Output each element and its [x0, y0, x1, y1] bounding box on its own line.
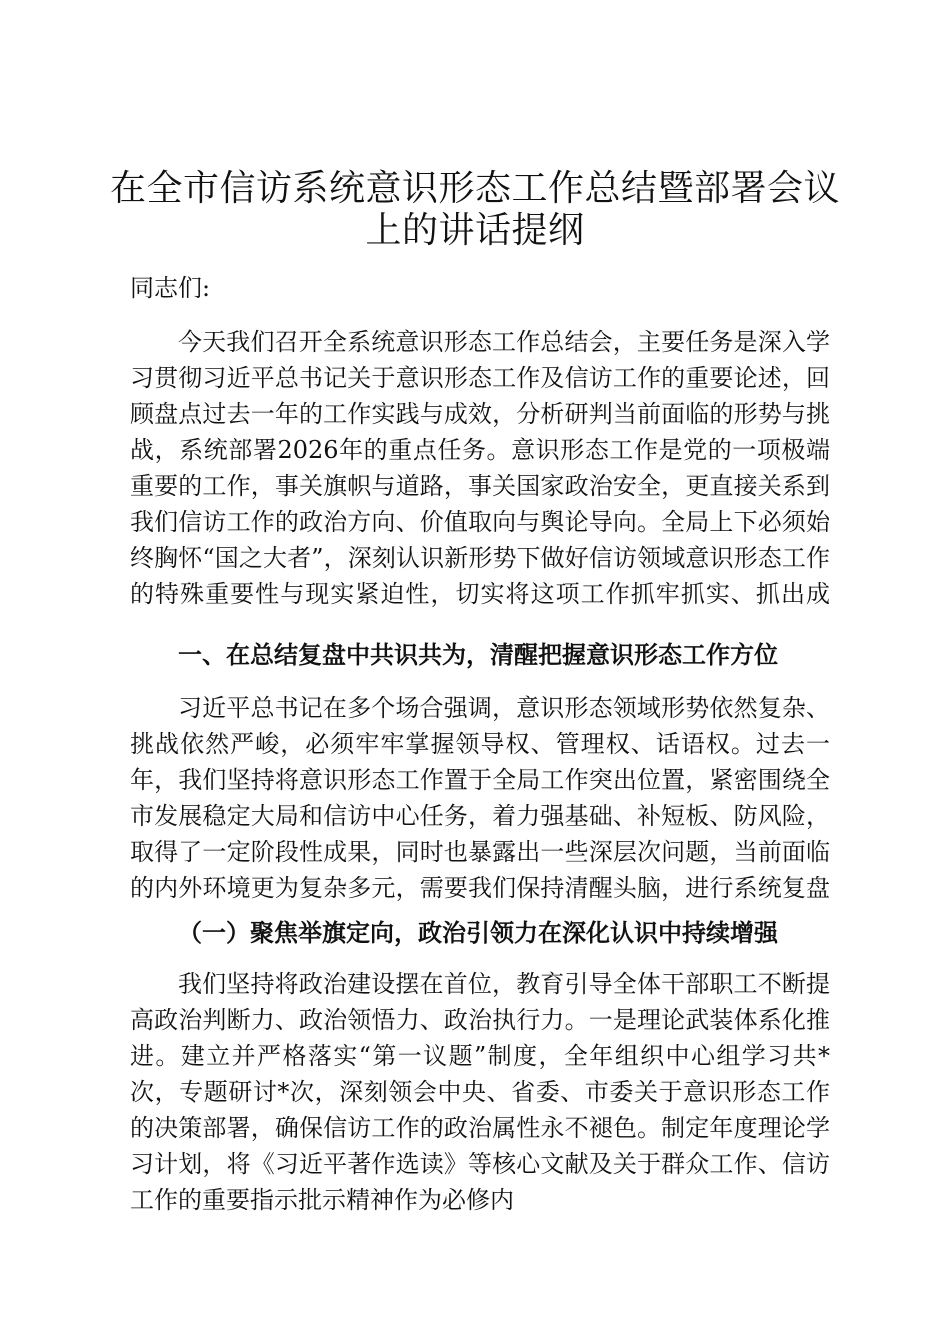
intro-paragraph: 今天我们召开全系统意识形态工作总结会，主要任务是深入学习贯彻习近平总书记关于意识形态工作及信访工作的重要论述，回顾盘点过去一年的工作实践与成效，分析研判当前面临的形势与挑战，系统部署2026年的重点任务。意识形态工作是党的一项极端重要的工作，事关旗帜与道路，事关国家政治安全，更直接关系到我们信访工作的政治方向、价值取向与舆论导向。全局上下必须始终胸怀“国之大者”，深刻认识新形势下做好信访领域意识形态工作的特殊重要性与现实紧迫性，切实将这项工作抓牢抓实、抓出成: [130, 328, 830, 608]
body-paragraph: 习近平总书记在多个场合强调，意识形态领域形势依然复杂、挑战依然严峻，必须牢牢掌握领导权、管理权、话语权。过去一年，我们坚持将意识形态工作置于全局工作突出位置，紧密围绕全市发展稳定大局和信访中心任务，着力强基础、补短板、防风险，取得了一定阶段性成果，同时也暴露出一些深层次问题，当前面临的内外环境更为复杂多元，需要我们保持清醒头脑，进行系统复盘: [130, 694, 830, 902]
salutation: 同志们:: [130, 274, 211, 302]
section-heading: 一、在总结复盘中共识共为，清醒把握意识形态工作方位: [178, 641, 778, 669]
document-title: 在全市信访系统意识形态工作总结暨部署会议上的讲话提纲: [110, 168, 841, 251]
body-paragraph: 我们坚持将政治建设摆在首位，教育引导全体干部职工不断提高政治判断力、政治领悟力、政治执行力。一是理论武装体系化推进。建立并严格落实“第一议题”制度，全年组织中心组学习共*次，专题研讨*次，深刻领会中央、省委、市委关于意识形态工作的决策部署，确保信访工作的政治属性永不褪色。制定年度理论学习计划，将《习近平著作选读》等核心文献及关于群众工作、信访工作的重要指示批示精神作为必修内: [130, 970, 830, 1214]
subsection-heading: （一）聚焦举旗定向，政治引领力在深化认识中持续增强: [178, 919, 778, 947]
